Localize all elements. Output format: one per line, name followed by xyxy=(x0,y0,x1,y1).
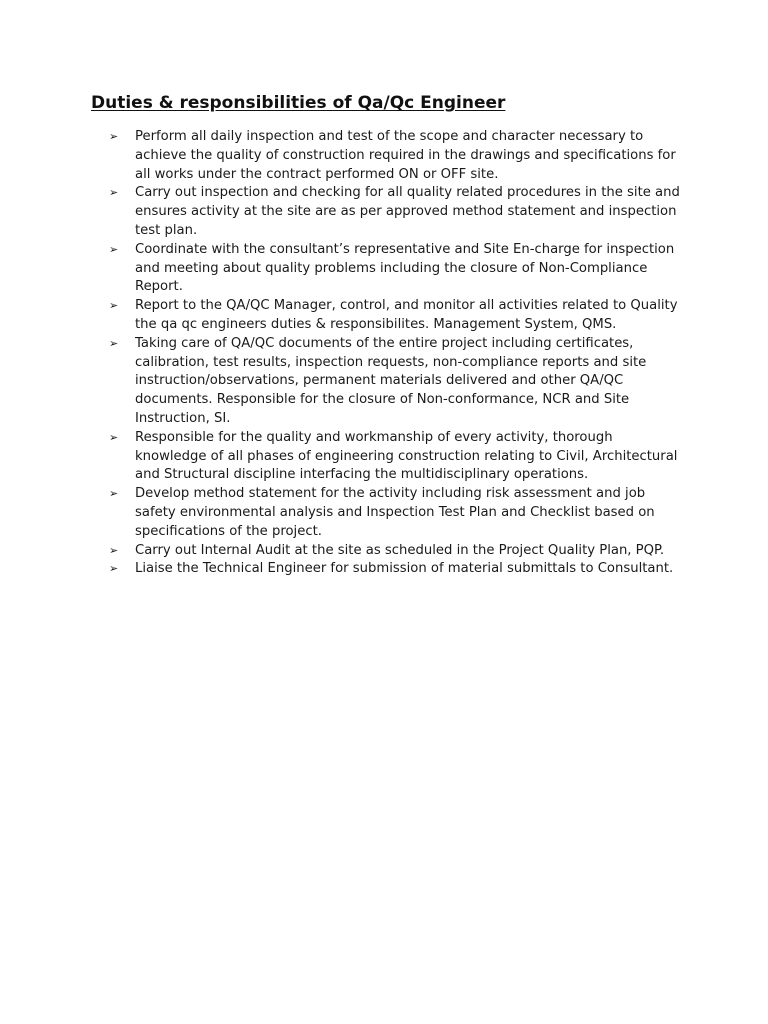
list-item xyxy=(108,184,688,240)
list-item xyxy=(108,335,688,429)
list-item xyxy=(108,128,688,184)
duties-list xyxy=(108,128,688,579)
duty-text: Coordinate with the consultant’s representative and Site En-charge for inspection and meeting about quality problems including the closure of Non-Compliance Report. xyxy=(135,241,675,295)
list-item xyxy=(108,429,688,485)
arrow-bullet-icon: ➢ xyxy=(109,336,119,350)
arrow-bullet-icon: ➢ xyxy=(109,543,119,557)
arrow-bullet-icon: ➢ xyxy=(109,430,119,444)
duty-text: Perform all daily inspection and test of the scope and character necessary to achieve the quality of construction required in the drawings and specifications for all works under the contract performed ON or OFF site. xyxy=(135,129,676,182)
duty-text: Responsible for the quality and workmanship of every activity, thorough knowledge of all phases of engineering construction relating to Civil, Architectural and Structural discipline interfacing the multidisciplinary operations. xyxy=(135,429,678,483)
list-item xyxy=(108,297,688,335)
document-title: Duties & responsibilities of Qa/Qc Engineer xyxy=(91,93,506,113)
arrow-bullet-icon: ➢ xyxy=(109,562,119,576)
arrow-bullet-icon: ➢ xyxy=(109,130,119,143)
duty-text: Carry out inspection and checking for all quality related procedures in the site and ensures activity at the site are as per approved method statement and inspection test plan. xyxy=(135,185,680,238)
duty-text: Report to the QA/QC Manager, control, and monitor all activities related to Quality the qa qc engineers duties & responsibilites. Management System, QMS. xyxy=(135,298,678,332)
arrow-bullet-icon: ➢ xyxy=(109,487,119,501)
list-item xyxy=(108,542,688,561)
duty-text: Taking care of QA/QC documents of the entire project including certificates, calibration, test results, inspection requests, non-compliance reports and site instruction/observations, permanent materials delivered and other QA/QC documents. Responsible for the closure of Non-conformance, NCR and Site Instruction, SI. xyxy=(135,335,647,426)
list-item xyxy=(108,485,688,541)
list-item xyxy=(108,241,688,297)
arrow-bullet-icon: ➢ xyxy=(109,299,119,313)
arrow-bullet-icon: ➢ xyxy=(109,186,119,200)
arrow-bullet-icon: ➢ xyxy=(109,242,119,256)
duty-text: Liaise the Technical Engineer for submission of material submittals to Consultant. xyxy=(135,561,674,577)
list-item xyxy=(108,560,688,579)
duty-text: Carry out Internal Audit at the site as scheduled in the Project Quality Plan, PQP. xyxy=(135,542,665,558)
duty-text: Develop method statement for the activity including risk assessment and job safety environmental analysis and Inspection Test Plan and Checklist based on specifications of the project. xyxy=(135,486,655,539)
